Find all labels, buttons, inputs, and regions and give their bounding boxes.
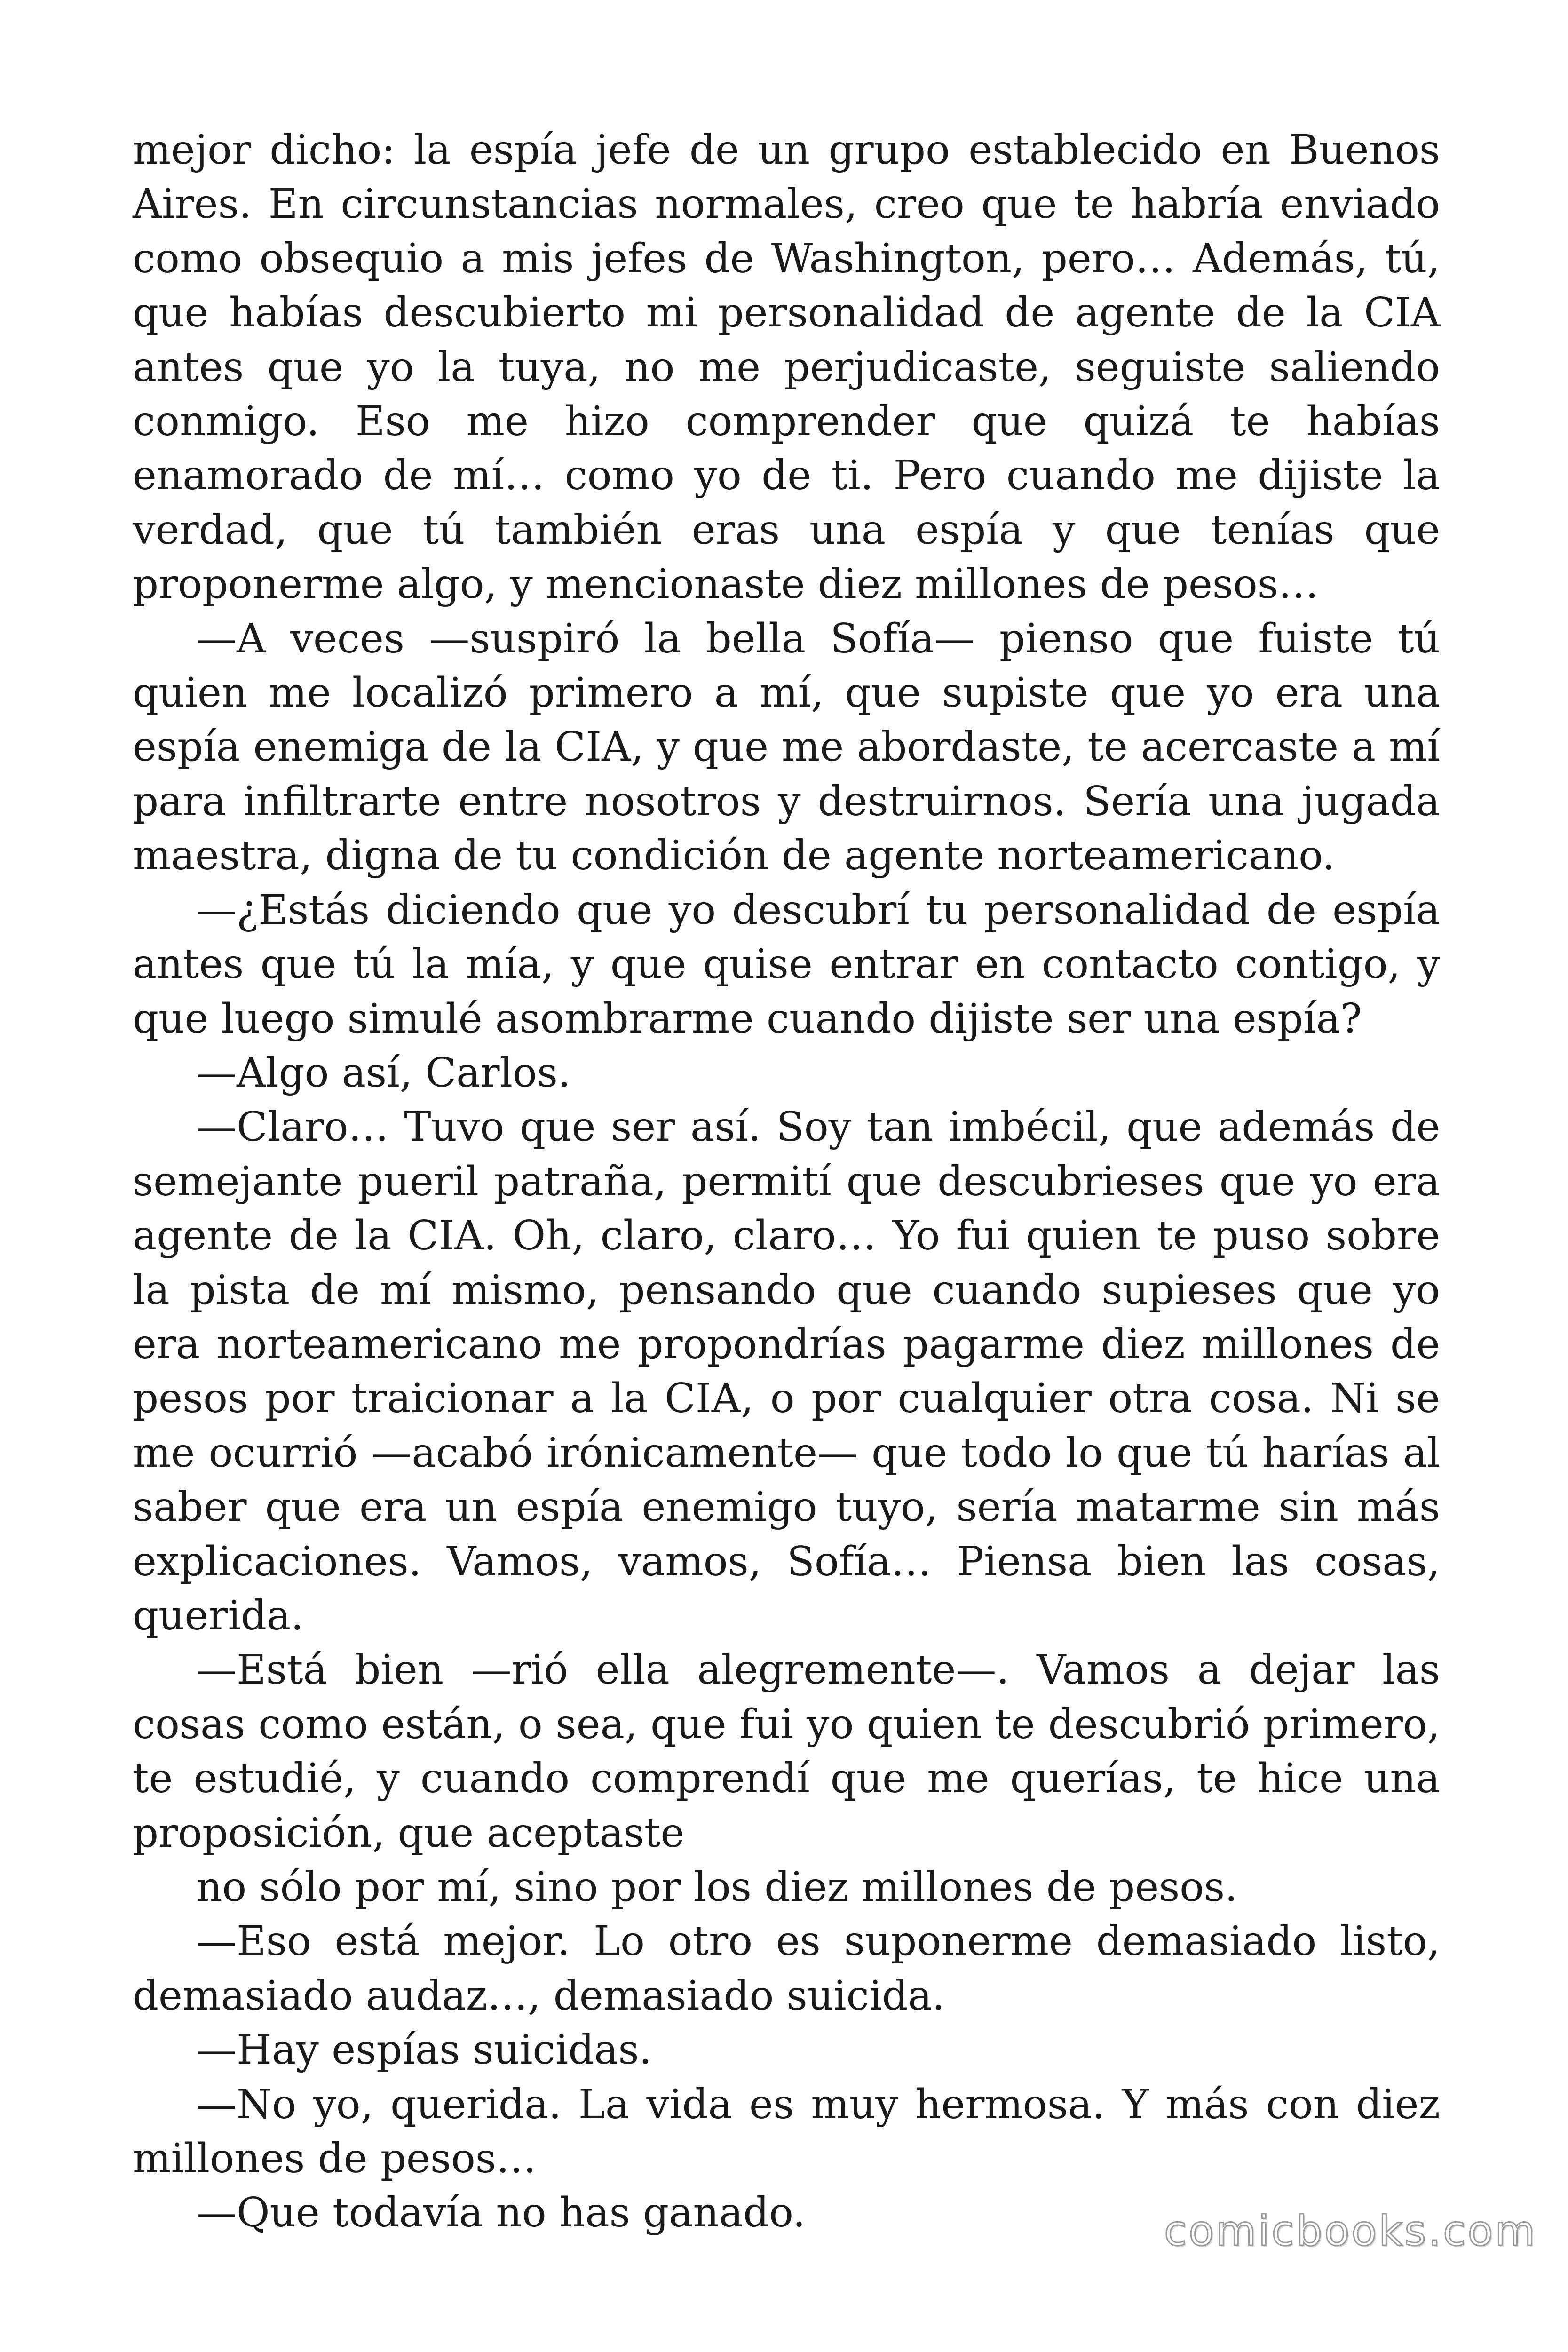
paragraph-8: —Eso está mejor. Lo otro es suponerme demasiado listo, demasiado audaz…, demasiado suicida. <box>133 1918 1440 2019</box>
paragraph-3: —¿Estás diciendo que yo descubrí tu personalidad de espía antes que tú la mía, y que quise entrar en contacto contigo, y que luego simulé asombrarme cuando dijiste ser una espía? <box>133 886 1440 1042</box>
paragraph-11: —Que todavía no has ganado. <box>196 2189 806 2237</box>
page-body <box>133 123 1440 2241</box>
paragraph-9: —Hay espías suicidas. <box>196 2026 652 2074</box>
paragraph-2: —A veces —suspiró la bella Sofía— pienso que fuiste tú quien me localizó primero a mí, que supiste que yo era una espía enemiga de la CIA, y que me abordaste, te acercaste a mí para infiltrarte entre nosotros y destruirnos. Sería una jugada maestra, digna de tu condición de agente norteamericano. <box>133 615 1440 880</box>
watermark: comicbooks.com <box>1164 2207 1537 2255</box>
paragraph-5: —Claro… Tuvo que ser así. Soy tan imbécil, que además de semejante pueril patraña, permití que descubrieses que yo era agente de la CIA. Oh, claro, claro… Yo fui quien te puso sobre la pista de mí mismo, pensando que cuando supieses que yo era norteamericano me propondrías pagarme diez millones de pesos por traicionar a la CIA, o por cualquier otra cosa. Ni se me ocurrió —acabó irónicamente— que todo lo que tú harías al saber que era un espía enemigo tuyo, sería matarme sin más explicaciones. Vamos, vamos, Sofía… Piensa bien las cosas, querida. <box>133 1104 1440 1639</box>
paragraph-6: —Está bien —rió ella alegremente—. Vamos a dejar las cosas como están, o sea, que fui yo quien te descubrió primero, te estudié, y cuando comprendí que me querías, te hice una proposición, que aceptaste <box>133 1646 1440 1857</box>
paragraph-7: no sólo por mí, sino por los diez millones de pesos. <box>196 1864 1238 1911</box>
paragraph-10: —No yo, querida. La vida es muy hermosa. Y más con diez millones de pesos… <box>133 2081 1440 2183</box>
paragraph-4: —Algo así, Carlos. <box>196 1049 571 1097</box>
paragraph-1: mejor dicho: la espía jefe de un grupo establecido en Buenos Aires. En circunstancias normales, creo que te habría enviado como obsequio a mis jefes de Washington, pero… Además, tú, que habías descubierto mi personalidad de agente de la CIA antes que yo la tuya, no me perjudicaste, seguiste saliendo conmigo. Eso me hizo comprender que quizá te habías enamorado de mí… como yo de ti. Pero cuando me dijiste la verdad, que tú también eras una espía y que tenías que proponerme algo, y mencionaste diez millones de pesos… <box>133 127 1440 608</box>
